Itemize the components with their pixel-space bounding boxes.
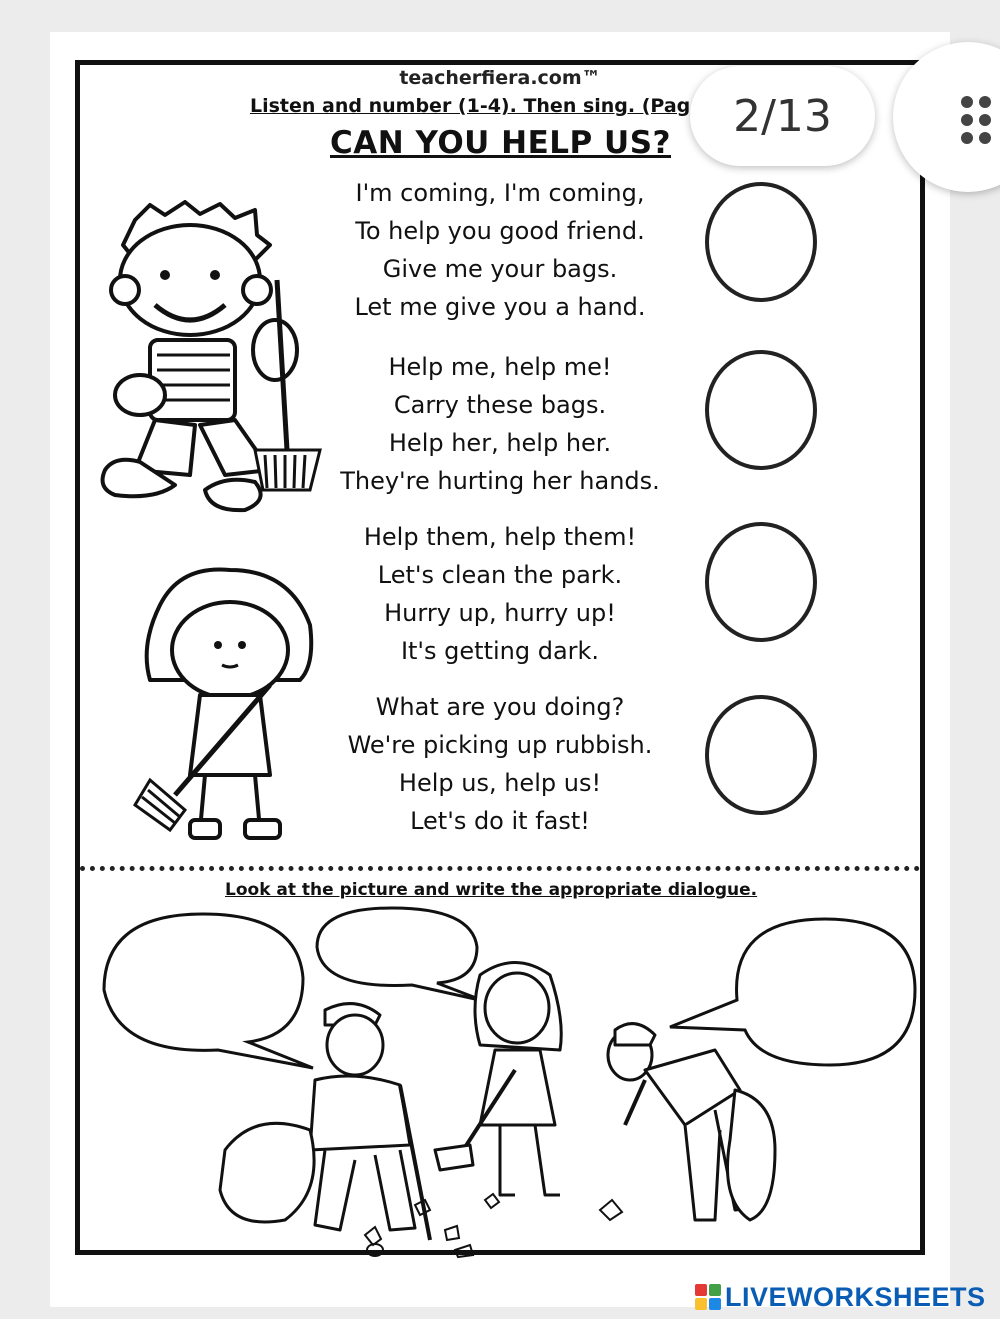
lyric-line: To help you good friend. (355, 217, 645, 245)
lyric-line: Let's clean the park. (377, 561, 623, 589)
lyric-line: It's getting dark. (400, 637, 600, 665)
song-title: CAN YOU HELP US? (330, 125, 672, 161)
kids-cleaning-park-illustration (215, 950, 785, 1260)
site-credit: teacherfiera.com™ (399, 67, 601, 89)
lyric-line: We're picking up rubbish. (347, 731, 653, 759)
stanza-4 (300, 688, 700, 840)
lyric-line: Give me your bags. (382, 255, 618, 283)
brand-watermark (695, 1282, 986, 1312)
answer-circle-1[interactable] (705, 182, 817, 302)
answer-circle-3[interactable] (705, 522, 817, 642)
boy-with-rake-illustration (95, 200, 325, 530)
brand-name: LIVEWORKSHEETS (725, 1281, 986, 1312)
lyric-line: Hurry up, hurry up! (384, 599, 616, 627)
lyric-line: What are you doing? (375, 693, 625, 721)
lyric-line: Help us, help us! (398, 769, 602, 797)
instruction-top: Listen and number (1-4). Then sing. (Pag (250, 95, 691, 117)
lyric-line: Help them, help them! (363, 523, 637, 551)
lyric-line: I'm coming, I'm coming, (355, 179, 645, 207)
page-indicator: 2/13 (690, 66, 875, 166)
lyric-line: Carry these bags. (393, 391, 607, 419)
girl-with-broom-illustration (130, 565, 320, 850)
answer-circle-2[interactable] (705, 350, 817, 470)
stanza-3 (300, 518, 700, 670)
stanza-1 (300, 174, 700, 326)
instruction-bottom: Look at the picture and write the appropriate dialogue. (225, 880, 758, 900)
lyric-line: They're hurting her hands. (340, 467, 660, 495)
lyric-line: Help her, help her. (388, 429, 612, 457)
answer-circle-4[interactable] (705, 695, 817, 815)
lyric-line: Help me, help me! (388, 353, 612, 381)
lyric-line: Let me give you a hand. (354, 293, 646, 321)
brand-logo-icon (695, 1284, 721, 1310)
stanza-2 (300, 348, 700, 500)
lyric-line: Let's do it fast! (410, 807, 590, 835)
section-separator (80, 866, 920, 871)
